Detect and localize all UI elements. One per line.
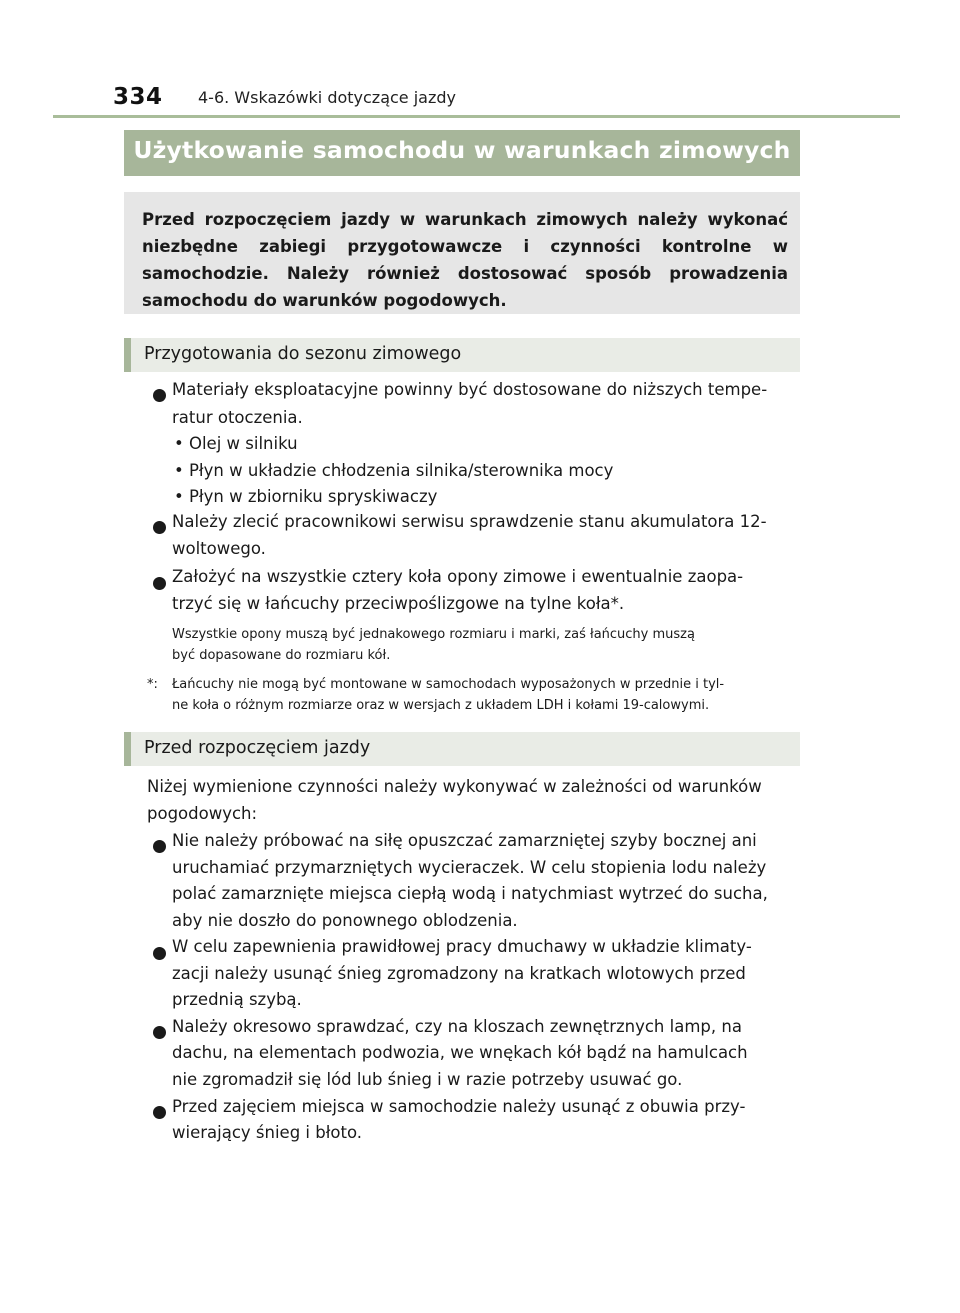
page-title: Użytkowanie samochodu w warunkach zimowych bbox=[133, 136, 791, 164]
bullet-icon bbox=[153, 947, 166, 960]
bullet-icon bbox=[153, 840, 166, 853]
list-item-line: ratur otoczenia. bbox=[172, 408, 303, 427]
bullet-icon bbox=[153, 577, 166, 590]
footnote-mark: *: bbox=[147, 677, 158, 692]
list-item-line: Materiały eksploatacyjne powinny być dostosowane do niższych tempe- bbox=[172, 380, 768, 399]
footnote-line: Łańcuchy nie mogą być montowane w samochodach wyposażonych w przednie i tyl- bbox=[172, 677, 725, 692]
bullet-icon bbox=[153, 1026, 166, 1039]
section-heading-label: Przed rozpoczęciem jazdy bbox=[144, 738, 371, 758]
sub-list-item: • Płyn w układzie chłodzenia silnika/sterownika mocy bbox=[174, 461, 614, 480]
intro-box bbox=[124, 192, 800, 314]
intro-text: Przed rozpoczęciem jazdy w warunkach zimowych należy wykonać niezbędne zabiegi przygotowawcze i czynności kontrolne w samochodzie. Należy również dostosować sposób prowadzenia samochodu do warunków pogodowych. bbox=[142, 210, 788, 310]
list-item-line: przednią szybą. bbox=[172, 990, 302, 1009]
list-item-line: wierający śnieg i błoto. bbox=[172, 1123, 363, 1142]
list-item-line: woltowego. bbox=[172, 539, 266, 558]
list-item-line: nie zgromadził się lód lub śnieg i w razie potrzeby usuwać go. bbox=[172, 1070, 683, 1089]
note-line: być dopasowane do rozmiaru kół. bbox=[172, 648, 391, 663]
list-item-line: Należy okresowo sprawdzać, czy na kloszach zewnętrznych lamp, na bbox=[172, 1017, 742, 1036]
page-header bbox=[0, 0, 960, 118]
list-item-line: Założyć na wszystkie cztery koła opony zimowe i ewentualnie zaopa- bbox=[172, 567, 744, 586]
header-divider bbox=[53, 115, 900, 118]
list-item-line: aby nie doszło do ponownego oblodzenia. bbox=[172, 911, 518, 930]
lead-paragraph-line: Niżej wymienione czynności należy wykonywać w zależności od warunków bbox=[147, 777, 762, 796]
list-item-line: Przed zajęciem miejsca w samochodzie należy usunąć z obuwia przy- bbox=[172, 1097, 746, 1116]
bullet-icon bbox=[153, 1106, 166, 1119]
footnote-line: ne koła o różnym rozmiarze oraz w wersjach z układem LDH i kołami 19-calowymi. bbox=[172, 698, 710, 713]
list-item-line: polać zamarznięte miejsca ciepłą wodą i natychmiast wytrzeć do sucha, bbox=[172, 884, 768, 903]
list-item-line: trzyć się w łańcuchy przeciwpoślizgowe na tylne koła*. bbox=[172, 594, 625, 613]
page-number: 334 bbox=[113, 84, 163, 110]
list-item-line: Należy zlecić pracownikowi serwisu sprawdzenie stanu akumulatora 12- bbox=[172, 512, 767, 531]
sub-list-item: • Olej w silniku bbox=[174, 434, 298, 453]
list-item-line: zacji należy usunąć śnieg zgromadzony na kratkach wlotowych przed bbox=[172, 964, 746, 983]
bullet-icon bbox=[153, 389, 166, 402]
lead-paragraph-line: pogodowych: bbox=[147, 804, 258, 823]
bullet-icon bbox=[153, 521, 166, 534]
list-item-line: Nie należy próbować na siłę opuszczać zamarzniętej szyby bocznej ani bbox=[172, 831, 757, 850]
chapter-title: 4-6. Wskazówki dotyczące jazdy bbox=[198, 88, 457, 107]
section-accent bbox=[124, 732, 131, 766]
list-item-line: uruchamiać przymarzniętych wycieraczek. W celu stopienia lodu należy bbox=[172, 858, 767, 877]
list-item-line: W celu zapewnienia prawidłowej pracy dmuchawy w układzie klimaty- bbox=[172, 937, 752, 956]
section-title-banner bbox=[124, 130, 800, 176]
section-heading-before-driving bbox=[124, 732, 800, 766]
section-heading-winter-prep bbox=[124, 338, 800, 372]
section-accent bbox=[124, 338, 131, 372]
section-heading-label: Przygotowania do sezonu zimowego bbox=[144, 344, 462, 364]
list-item-line: dachu, na elementach podwozia, we wnękach kół bądź na hamulcach bbox=[172, 1043, 748, 1062]
sub-list-item: • Płyn w zbiorniku spryskiwaczy bbox=[174, 487, 438, 506]
note-line: Wszystkie opony muszą być jednakowego rozmiaru i marki, zaś łańcuchy muszą bbox=[172, 627, 695, 642]
